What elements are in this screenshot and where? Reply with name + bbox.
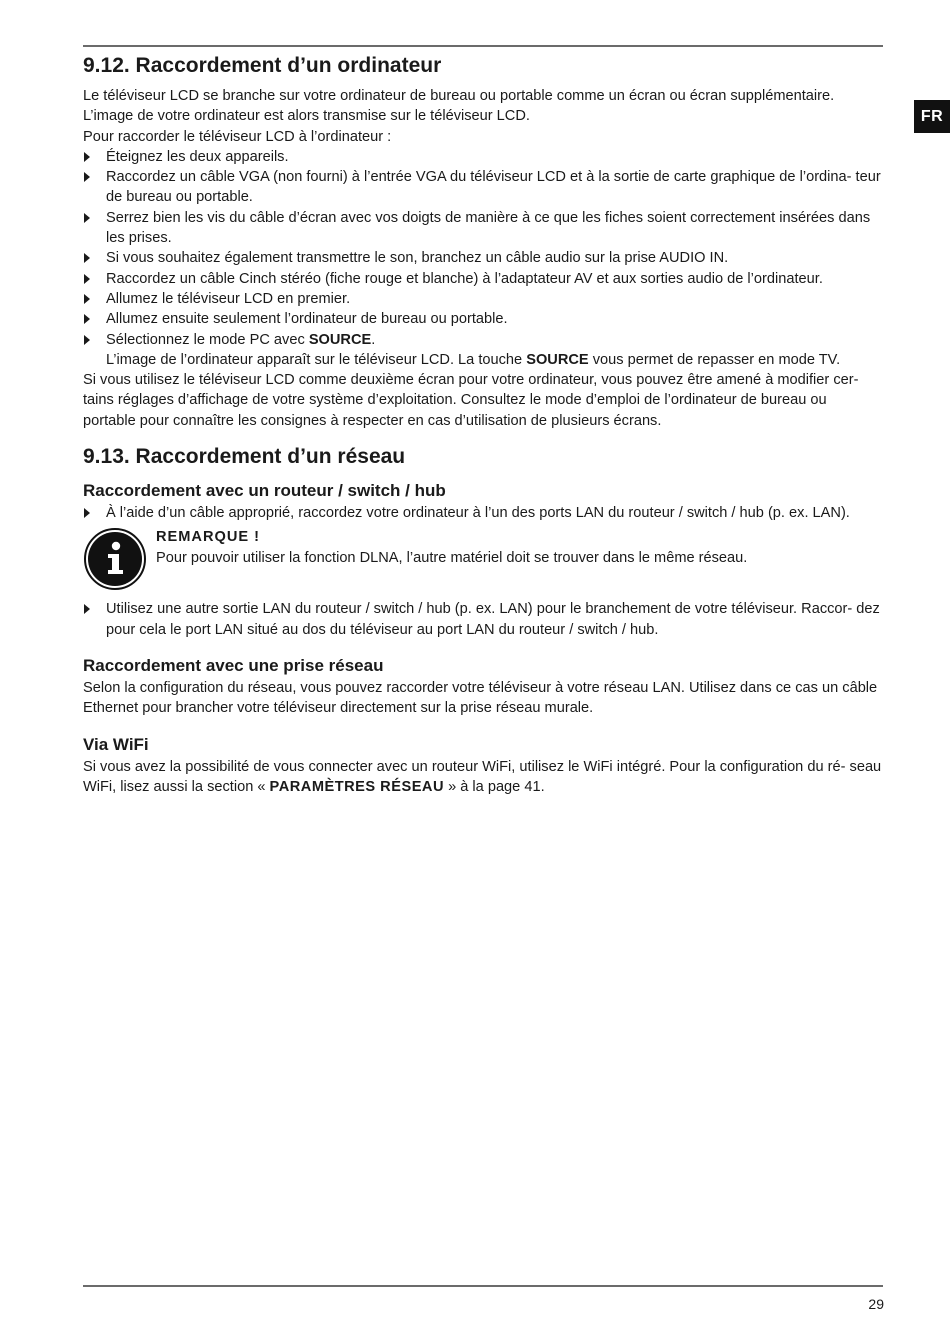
list-item: Sélectionnez le mode PC avec SOURCE. L’image de l’ordinateur apparaît sur le téléviseur LCD. La touche SOURCE vous permet de repasser en mode TV. [83,330,883,371]
bullet-arrow-icon [84,152,90,162]
list-item: Raccordez un câble VGA (non fourni) à l’entrée VGA du téléviseur LCD et à la sortie de carte graphique de l’ordina- teur de bureau ou portable. [83,167,883,208]
intro-line-3: Pour raccorder le téléviseur LCD à l’ordinateur : [83,128,392,145]
list-item: À l’aide d’un câble approprié, raccordez votre ordinateur à l’un des ports LAN du routeur / switch / hub (p. ex. LAN). [83,503,883,523]
bullet-arrow-icon [84,314,90,324]
bullet-arrow-icon [84,172,90,182]
bullet-arrow-icon [84,253,90,263]
bullet-arrow-icon [84,604,90,614]
list-item: Éteignez les deux appareils. [83,147,883,167]
bullet-arrow-icon [84,508,90,518]
bullet-arrow-icon [84,335,90,345]
source-key: SOURCE [308,331,372,348]
router-steps-list [83,503,883,523]
intro-line-2: L’image de votre ordinateur est alors transmise sur le téléviseur LCD. [83,108,530,125]
note-title: REMARQUE ! [156,529,261,546]
source-key: SOURCE [526,351,589,368]
top-rule [83,45,883,47]
list-item: Si vous souhaitez également transmettre le son, branchez un câble audio sur la prise AUDIO IN. [83,248,883,268]
info-icon [83,527,147,591]
list-item: Allumez le téléviseur LCD en premier. [83,289,883,309]
subheading-wall-socket: Raccordement avec une prise réseau [83,655,384,675]
subheading-wifi: Via WiFi [83,734,149,754]
list-item: Utilisez une autre sortie LAN du routeur / switch / hub (p. ex. LAN) pour le branchement de votre téléviseur. Raccor- dez pour cela le port LAN situé au dos du téléviseur au port LAN du routeur / switch / hub. [83,599,883,640]
page-number: 29 [868,1296,884,1312]
bullet-arrow-icon [84,294,90,304]
bottom-rule [83,1285,883,1287]
network-settings-reference: PARAMÈTRES RÉSEAU [269,778,445,795]
intro-line-1: Le téléviseur LCD se branche sur votre ordinateur de bureau ou portable comme un écran ou écran supplémentaire. [83,88,835,104]
list-item: Allumez ensuite seulement l’ordinateur de bureau ou portable. [83,309,883,329]
wifi-text: Si vous avez la possibilité de vous connecter avec un routeur WiFi, utilisez le WiFi intégré. Pour la configuration du ré- seau WiFi, lisez aussi la section « PARAMÈTRES RÉSEAU » à la page 41. [83,758,882,795]
language-tab: FR [914,100,950,133]
section-title-computer: 9.12. Raccordement d’un ordinateur [83,54,442,77]
list-item: Serrez bien les vis du câble d’écran avec vos doigts de manière à ce que les fiches soient correctement insérées dans les prises. [83,208,883,249]
list-item: Raccordez un câble Cinch stéréo (fiche rouge et blanche) à l’adaptateur AV et aux sorties audio de l’ordinateur. [83,269,883,289]
router-steps-list-2 [83,599,883,640]
wall-socket-text: Selon la configuration du réseau, vous pouvez raccorder votre téléviseur à votre réseau LAN. Utilisez dans ce cas un câble Ethernet pour brancher votre téléviseur directement sur la prise réseau murale. [83,679,878,717]
subheading-router: Raccordement avec un routeur / switch / hub [83,481,446,501]
bullet-arrow-icon [84,213,90,223]
closing-paragraph: Si vous utilisez le téléviseur LCD comme deuxième écran pour votre ordinateur, vous pouvez être amené à modifier cer- tains réglages d’affichage de votre système d’exploitation. Consultez le mode d’emploi de l’ordinateur de bureau ou portable pour connaître les consignes à respecter en cas d’utilisation de plusieurs écrans. [83,372,859,429]
section-title-network: 9.13. Raccordement d’un réseau [83,445,406,469]
note-box [83,527,883,591]
bullet-arrow-icon [84,274,90,284]
note-text: Pour pouvoir utiliser la fonction DLNA, l’autre matériel doit se trouver dans le même réseau. [156,549,748,566]
page-content [83,52,883,797]
computer-steps-list [83,147,883,370]
